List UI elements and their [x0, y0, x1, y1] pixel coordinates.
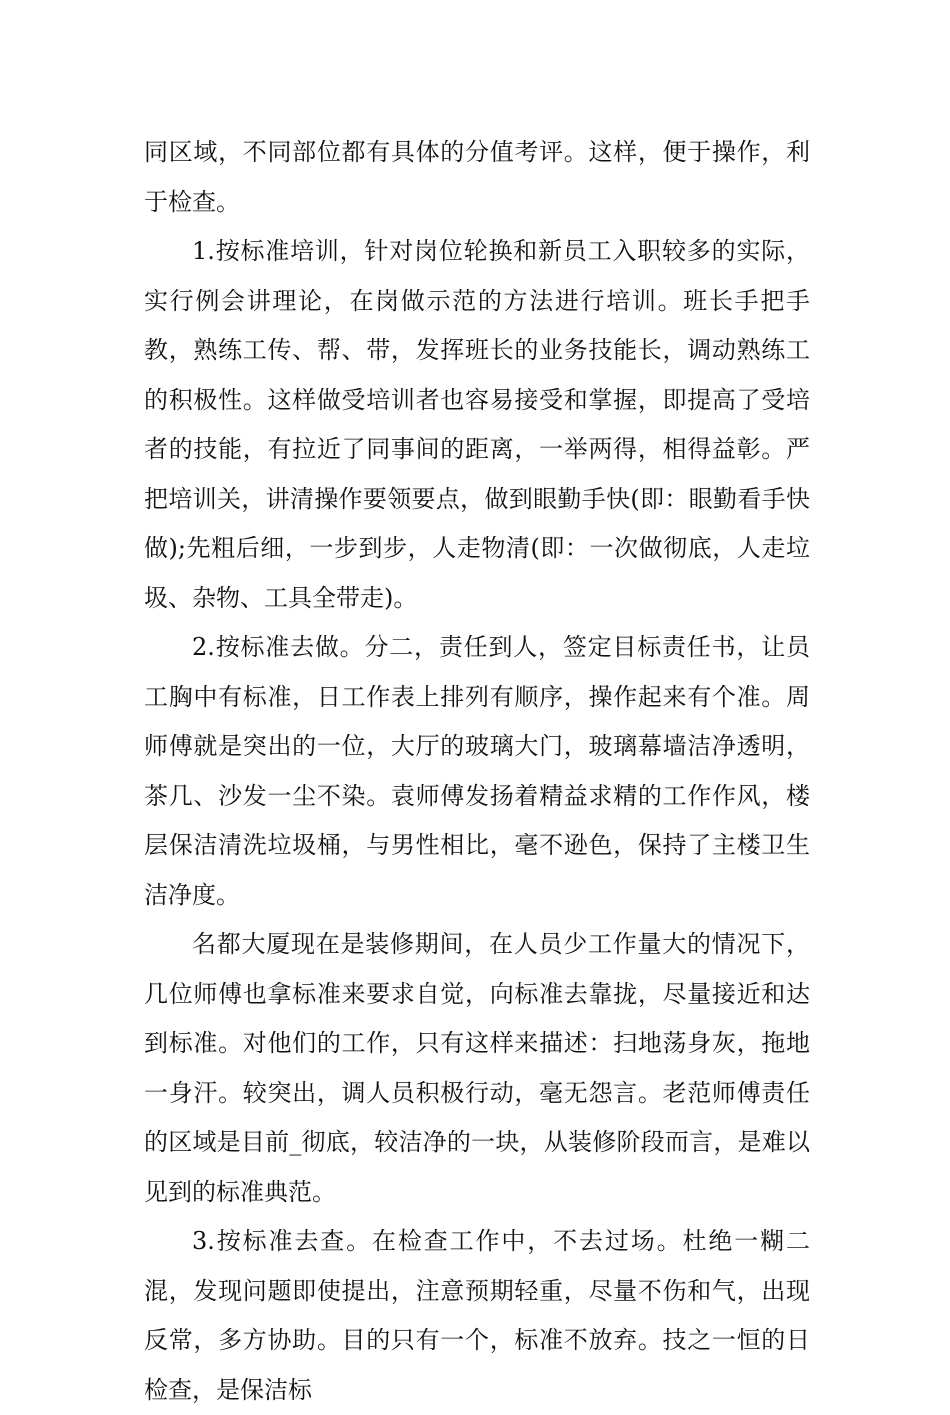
- document-body: [144, 128, 810, 1415]
- paragraph-doing: 2.按标准去做。分二，责任到人，签定目标责任书，让员工胸中有标准，日工作表上排列有顺序，操作起来有个准。周师傅就是突出的一位，大厅的玻璃大门，玻璃幕墙洁净透明，茶几、沙发一尘不染。袁师傅发扬着精益求精的工作作风，楼层保洁清洗垃圾桶，与男性相比，毫不逊色，保持了主楼卫生洁净度。: [144, 633, 810, 909]
- paragraph-continued: 同区域，不同部位都有具体的分值考评。这样，便于操作，利于检查。: [144, 138, 810, 216]
- paragraph-checking: 3.按标准去查。在检查工作中，不去过场。杜绝一糊二混，发现问题即使提出，注意预期轻重，尽量不伤和气，出现反常，多方协助。目的只有一个，标准不放弃。技之一恒的日检查，是保洁标: [144, 1227, 810, 1404]
- paragraph-training: 1.按标准培训，针对岗位轮换和新员工入职较多的实际，实行例会讲理论，在岗做示范的方法进行培训。班长手把手教，熟练工传、帮、带，发挥班长的业务技能长，调动熟练工的积极性。这样做受培训者也容易接受和掌握，即提高了受培者的技能，有拉近了同事间的距离，一举两得，相得益彰。严把培训关，讲清操作要领要点，做到眼勤手快(即：眼勤看手快做);先粗后细，一步到步，人走物清(即：一次做彻底，人走垃圾、杂物、工具全带走)。: [144, 237, 810, 612]
- paragraph-mingdu: 名都大厦现在是装修期间，在人员少工作量大的情况下，几位师傅也拿标准来要求自觉，向标准去靠拢，尽量接近和达到标准。对他们的工作，只有这样来描述：扫地荡身灰，拖地一身汗。较突出，调人员积极行动，毫无怨言。老范师傅责任的区域是目前_彻底，较洁净的一块，从装修阶段而言，是难以见到的标准典范。: [144, 930, 810, 1206]
